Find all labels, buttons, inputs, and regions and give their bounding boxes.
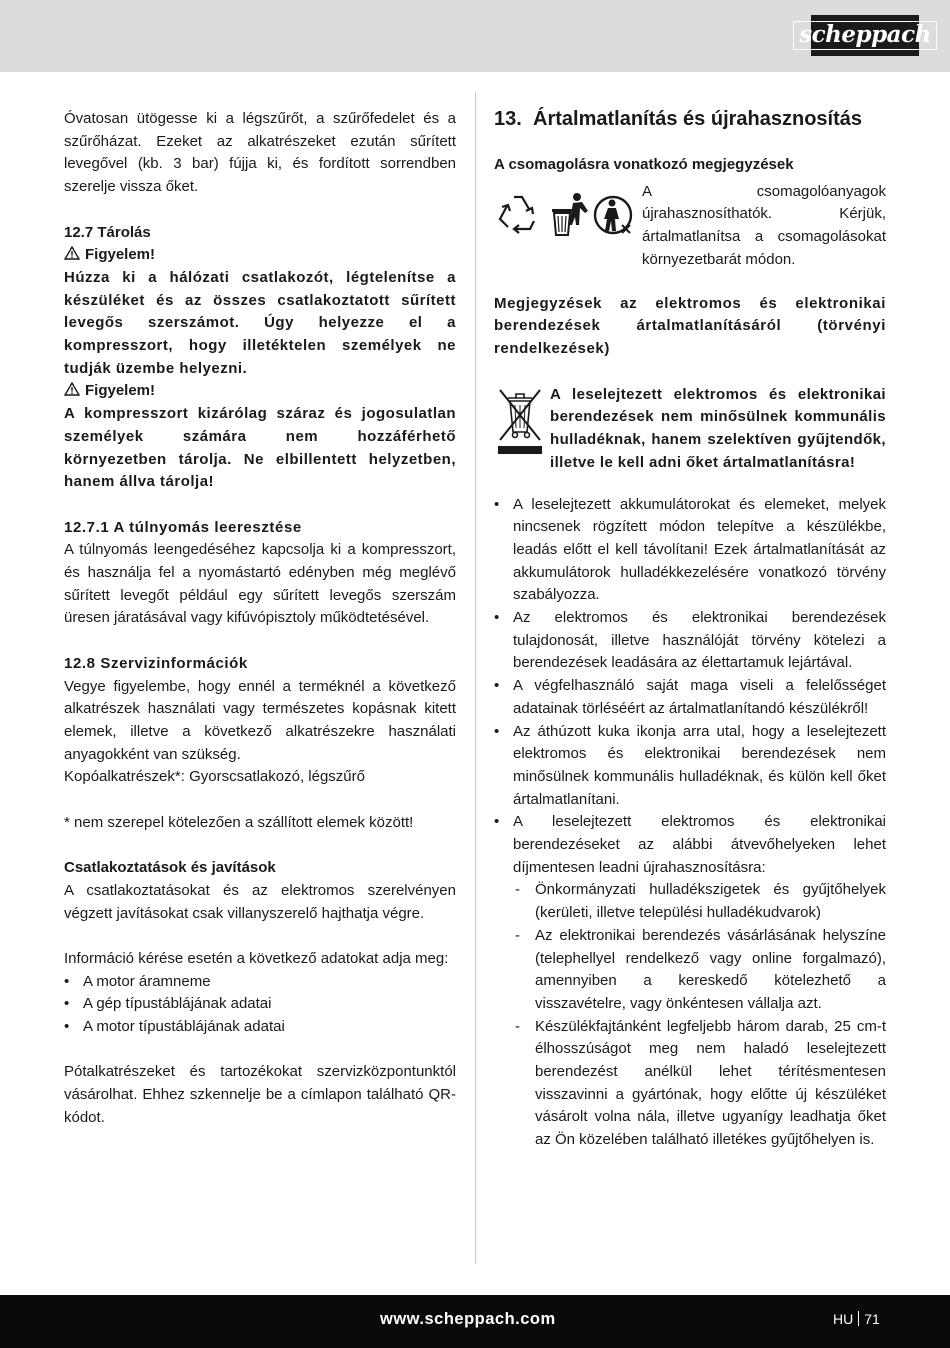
warning-2	[64, 380, 456, 403]
air-filter-paragraph: Óvatosan ütögesse ki a légszűrőt, a szűrőfedelet és a szűrőházat. Ezeket az alkatrészeket ezután sűrített levegővel (kb. 3 bar) fújja ki, és fordított sorrendben szerelje vissza őket.	[64, 110, 456, 196]
list-item: • A végfelhasználó saját maga viseli a felelősséget adatainak törléséért az ártalmatlanítandó készülékről!	[494, 675, 886, 720]
recycling-icons	[496, 189, 636, 239]
language-code: HU	[833, 1311, 854, 1327]
list-item: • Az áthúzott kuka ikonja arra utal, hogy a leselejtezett elektromos és elektronikai berendezések nem minősülnek kommunális hulladéknak, és külön kell őket ártalmatlanítani.	[494, 721, 886, 812]
warning-1-label: Figyelem!	[85, 246, 156, 264]
weee-heading: Megjegyzések az elektromos és elektronikai berendezések ártalmatlanításáról (törvényi rendelkezések)	[494, 294, 886, 358]
service-heading: 12.8 Szervizinformációk	[64, 654, 248, 672]
warning-2-text: A kompresszort kizárólag száraz és jogosulatlan személyek számára nem hozzáférhető környezetben tárolja. Ne elbillentett helyzetben, hanem állva tárolja!	[64, 405, 456, 491]
warning-2-label: Figyelem!	[85, 382, 156, 400]
info-text: Információ kérése esetén a következő adatokat adja meg:	[64, 949, 449, 967]
list-item: • A motor áramneme	[64, 971, 456, 994]
list-item: • A leselejtezett elektromos és elektronikai berendezéseket az alábbi átvevőhelyeken lehet díjmentesen leadni újrahasznosításra:	[494, 811, 886, 879]
info-list	[64, 971, 456, 1039]
scheppach-logo	[799, 15, 931, 56]
packaging-heading: A csomagolásra vonatkozó megjegyzések	[494, 156, 794, 173]
logo-text: scheppach	[793, 21, 937, 50]
website-link[interactable]: www.scheppach.com	[380, 1310, 556, 1328]
list-item: - Készülékfajtánként legfeljebb három darab, 25 cm-t élhosszúságot meg nem haladó leselejtezett berendezést anélkül lehet térítésmentesen visszavinni a gyártónak, hogy előtte új készüléket vásárolt volna nála, illetve ugyanígy leadhatja őket az Ön közelében található illetékes gyűjtőhelyen is.	[513, 1016, 886, 1152]
footnote: * nem szerepel kötelezően a szállított elemek között!	[64, 813, 414, 831]
packaging-text: A csomagolóanyagok újrahasznosíthatók. Kérjük, ártalmatlanítsa a csomagolásokat környezetbarát módon.	[642, 182, 886, 268]
list-item: - Az elektronikai berendezés vásárlásának helyszíne (telephellyel rendelkező vagy online forgalmazó), amennyiben a kereskedő kötelezhető a visszavételre, vagy önkéntesen vállalja azt.	[513, 925, 886, 1016]
left-column	[64, 108, 456, 1130]
spare-parts-text: Pótalkatrészeket és tartozékokat szervizközpontunktól vásárolhat. Ehhez szkennelje be a címlapon található QR-kódot.	[64, 1063, 456, 1126]
weee-bullet-list	[494, 494, 886, 880]
crossed-bin-icon	[496, 384, 544, 464]
section-title-text: Ártalmatlanítás és újrahasznosítás	[533, 108, 863, 130]
list-item: • A leselejtezett akkumulátorokat és elemeket, melyek nincsenek rögzített módon telepítve a készülékbe, leadás előtt el kell távolítani! Ezek ártalmatlanítását az akkumulátorok hulladékkezelésére vonatkozó törvény szabályozza.	[494, 494, 886, 608]
warning-triangle-icon	[64, 382, 80, 396]
wear-parts: Kopóalkatrészek*: Gyorscsatlakozó, légszűrő	[64, 768, 365, 786]
packaging-block	[494, 181, 886, 293]
page-footer	[0, 1295, 950, 1348]
weee-warning: A leselejtezett elektromos és elektronikai berendezések nem minősülnek kommunális hulladéknak, hanem szelektíven gyűjtendők, illetve le kell adni őket ártalmatlanításra!	[550, 385, 886, 471]
service-text: Vegye figyelembe, hogy ennél a terméknél a következő alkatrészek használati vagy természetes kopásnak kitett elemek, illetve a következő alkatrészekre használati anyagokként van szükség.	[64, 677, 456, 763]
warning-triangle-icon	[64, 246, 80, 260]
list-item: • A motor típustáblájának adatai	[64, 1016, 456, 1039]
list-item: - Önkormányzati hulladékszigetek és gyűjtőhelyek (kerületi, illetve települési hulladékudvarok)	[513, 879, 886, 924]
page-header	[0, 0, 950, 72]
overpressure-text: A túlnyomás leengedéséhez kapcsolja ki a kompresszort, és használja fel a nyomástartó edényben még meglévő sűrített levegőt például egy sűrített levegős szerszám üresen járatásával vagy kifúvópisztoly működtetésével.	[64, 541, 456, 627]
recycle-icon	[500, 197, 534, 233]
person-recycle-icon	[595, 197, 631, 233]
list-item: • Az elektromos és elektronikai berendezések tulajdonosát, illetve használóját törvény kötelezi a berendezések leadására az élettartamuk lejártával.	[494, 607, 886, 675]
right-column	[494, 108, 886, 1152]
warning-1	[64, 244, 456, 267]
section-title	[494, 106, 886, 132]
connections-text: A csatlakoztatásokat és az elektromos szerelvényen végzett javításokat csak villanyszerelő hajthatja végre.	[64, 881, 456, 922]
section-number: 13.	[494, 108, 522, 130]
page-number: 71	[864, 1311, 880, 1327]
weee-block	[494, 384, 886, 496]
overpressure-heading: 12.7.1 A túlnyomás leeresztése	[64, 518, 302, 536]
collection-points-list	[513, 879, 886, 1151]
warning-1-text: Húzza ki a hálózati csatlakozót, légtelenítse a készüléket és az összes csatlakoztatott sűrített levegős szerszámot. Úgy helyezze el a kompresszort, hogy illetéktelen személyek ne tudják üzembe helyezni.	[64, 268, 456, 377]
page-indicator	[833, 1311, 880, 1327]
list-item: • A gép típustáblájának adatai	[64, 993, 456, 1016]
column-divider	[475, 92, 476, 1264]
trash-bin-icon	[552, 193, 588, 235]
storage-heading: 12.7 Tárolás	[64, 223, 151, 241]
connections-heading: Csatlakoztatások és javítások	[64, 859, 276, 877]
